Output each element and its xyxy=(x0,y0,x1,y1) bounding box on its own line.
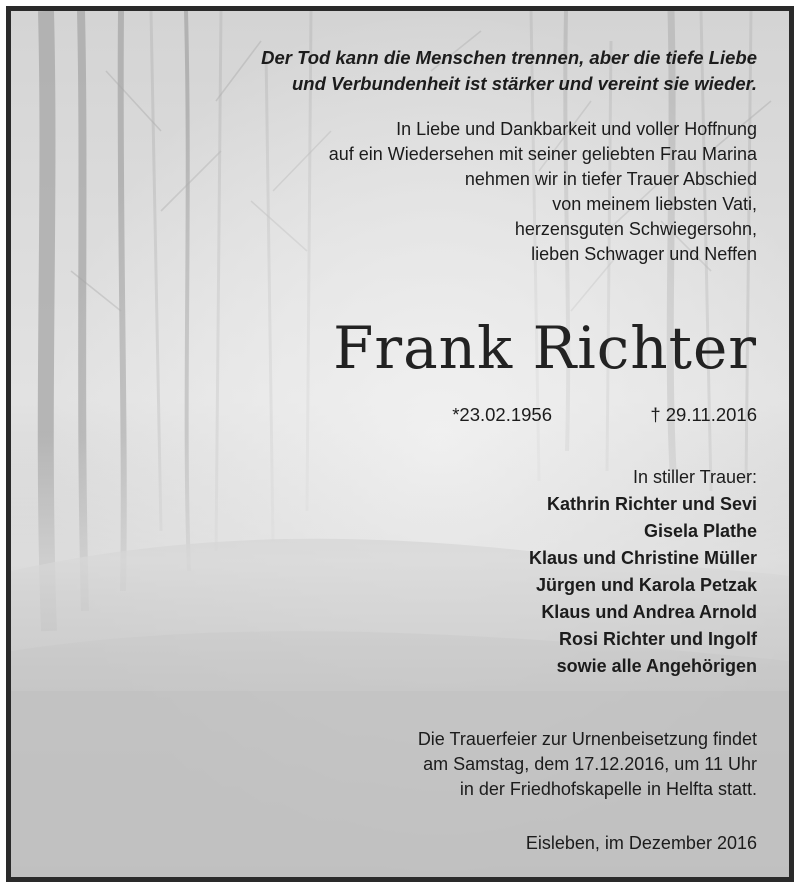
obituary-notice xyxy=(6,6,794,882)
motto-line: Der Tod kann die Menschen trennen, aber die tiefe Liebe xyxy=(261,47,757,68)
deceased-name: Frank Richter xyxy=(333,314,757,382)
funeral-line: am Samstag, dem 17.12.2016, um 11 Uhr xyxy=(423,754,757,774)
mourner-name: Kathrin Richter und Sevi xyxy=(546,494,757,514)
obituary-text xyxy=(11,11,789,877)
motto-line: und Verbundenheit ist stärker und vereint sie wieder. xyxy=(291,73,757,94)
funeral-line: in der Friedhofskapelle in Helfta statt. xyxy=(459,779,757,799)
motto-quote xyxy=(117,45,757,97)
intro-line: lieben Schwager und Neffen xyxy=(531,244,757,264)
mourner-name: Gisela Plathe xyxy=(643,521,757,541)
place-and-date: Eisleben, im Dezember 2016 xyxy=(525,833,757,853)
birth-date: *23.02.1956 xyxy=(452,404,552,425)
intro-line: nehmen wir in tiefer Trauer Abschied xyxy=(464,169,757,189)
intro-line: herzensguten Schwiegersohn, xyxy=(514,219,757,239)
death-date: † 29.11.2016 xyxy=(650,404,757,425)
mourner-name: Rosi Richter und Ingolf xyxy=(559,629,757,649)
life-dates xyxy=(117,403,757,427)
intro-line: auf ein Wiedersehen mit seiner geliebten Frau Marina xyxy=(328,144,757,164)
funeral-line: Die Trauerfeier zur Urnenbeisetzung findet xyxy=(417,729,757,749)
mourner-name: Jürgen und Karola Petzak xyxy=(535,575,757,595)
mourner-name: Klaus und Christine Müller xyxy=(528,548,757,568)
mourning-intro: In stiller Trauer: xyxy=(632,467,757,487)
mourner-name: sowie alle Angehörigen xyxy=(556,656,757,676)
intro-line: von meinem liebsten Vati, xyxy=(552,194,757,214)
mourner-name: Klaus und Andrea Arnold xyxy=(541,602,757,622)
intro-line: In Liebe und Dankbarkeit und voller Hoffnung xyxy=(396,119,757,139)
mourners-list xyxy=(117,491,757,680)
funeral-info xyxy=(117,727,757,802)
farewell-intro xyxy=(117,117,757,267)
